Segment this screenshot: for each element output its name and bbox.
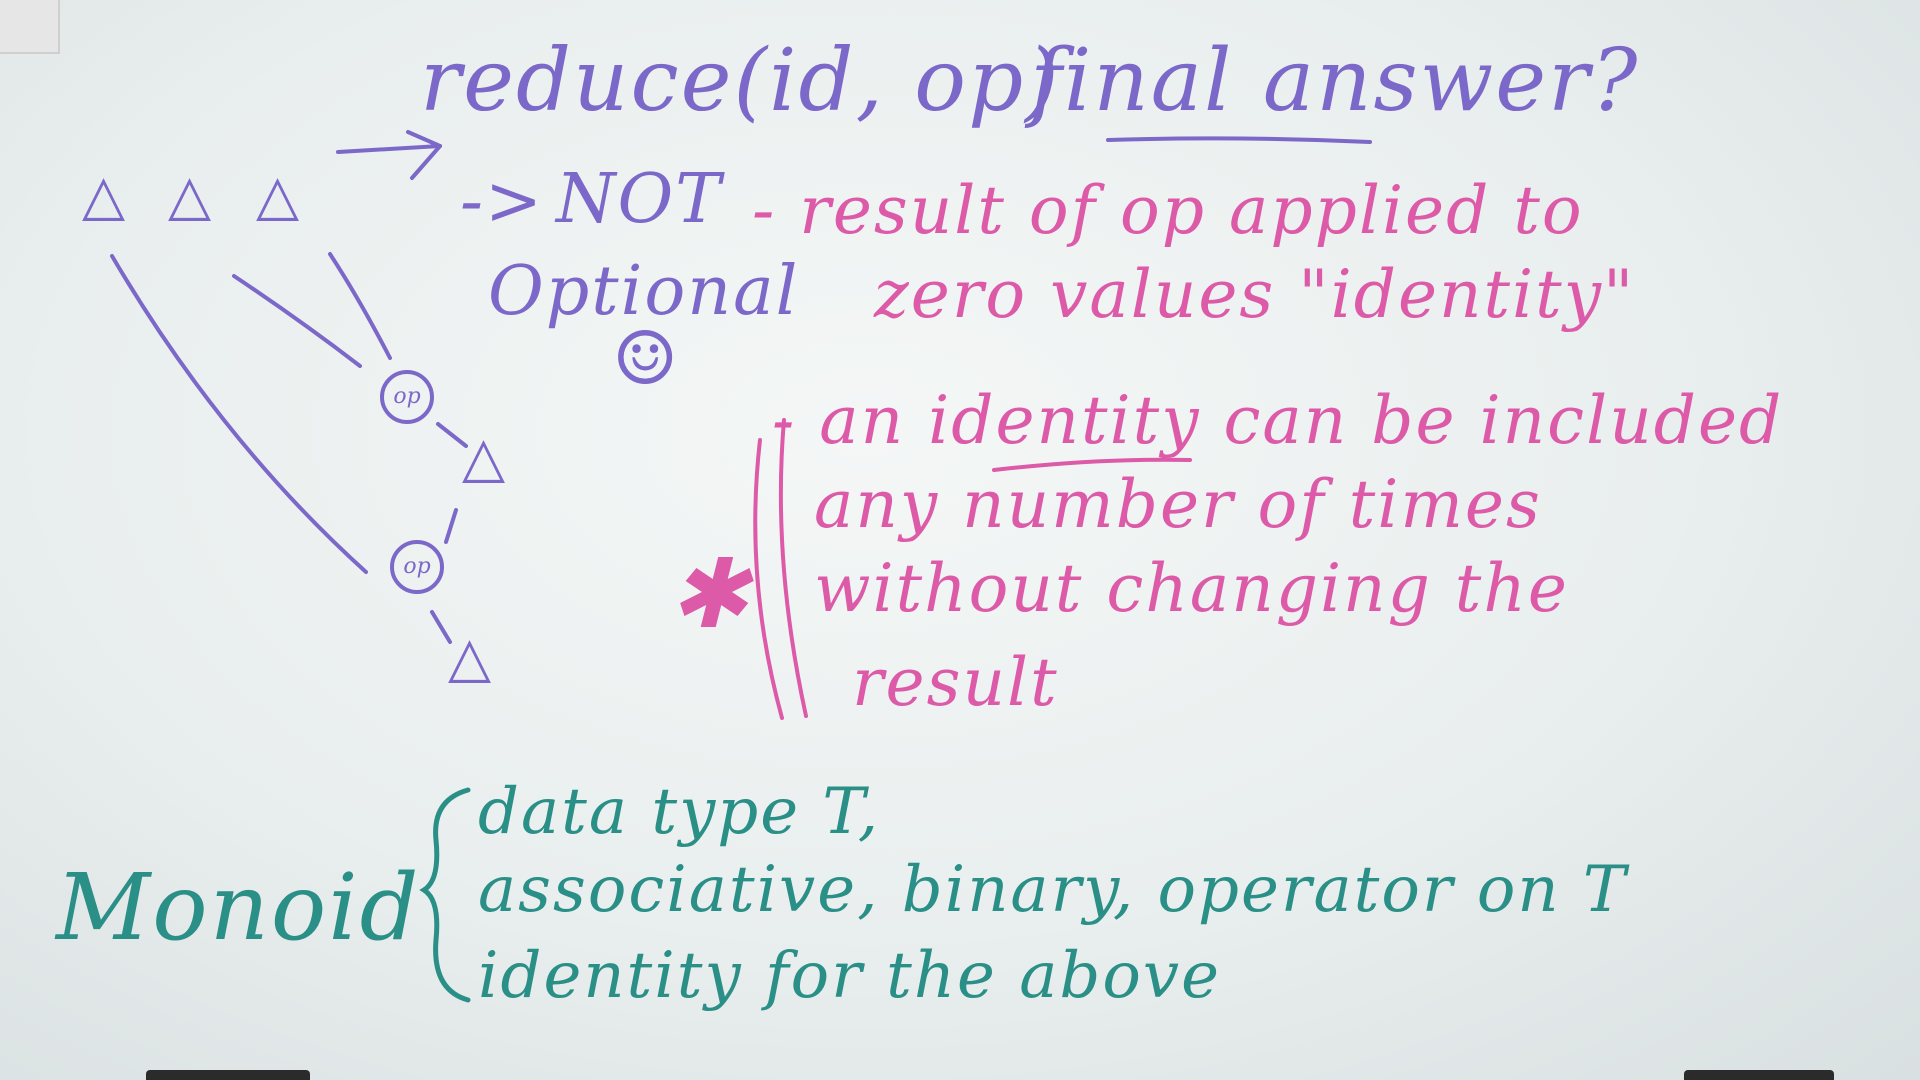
note-line-1: - result of op applied to [752, 172, 1584, 249]
not-text: NOT [556, 160, 723, 239]
monoid-brace [424, 790, 468, 1000]
answer-underline [1108, 138, 1370, 142]
tree-line-right [330, 254, 390, 358]
monoid-item-2: associative, binary, operator on T [478, 853, 1628, 927]
arrow-prefix: -> [460, 162, 544, 241]
optional-text: Optional [488, 252, 800, 331]
leaf-triangle-2: △ [168, 163, 214, 228]
tree-line-op2-up [446, 510, 456, 542]
monoid-item-3: identity for the above [478, 939, 1221, 1013]
op-node-2: op [390, 540, 444, 594]
monoid-label: Monoid [56, 854, 421, 961]
star-mark: ✱ [668, 538, 751, 650]
note-line-5: without changing the [814, 550, 1569, 627]
op-node-1: op [380, 370, 434, 424]
monoid-item-1: data type T, [478, 775, 881, 849]
leaf-triangle-5: △ [448, 625, 494, 690]
leaf-triangle-3: △ [256, 163, 302, 228]
note-line-4: any number of times [814, 466, 1542, 543]
pink-bar-left [755, 440, 782, 718]
marker-tray-left [146, 1070, 310, 1080]
title-final-answer: final answer? [1030, 31, 1640, 131]
title-reduce: reduce(id, op) [420, 31, 1061, 131]
top-arrow-shaft [338, 146, 440, 152]
tree-line-left [112, 256, 366, 572]
note-line-3: - an identity can be included [772, 382, 1784, 459]
leaf-triangle-1: △ [82, 163, 128, 228]
note-line-6: result [852, 644, 1059, 721]
marker-tray-right [1684, 1070, 1834, 1080]
top-arrow-head [408, 132, 440, 178]
pink-bar-right [781, 420, 806, 716]
smiley-face: ☺ [612, 316, 681, 402]
tree-line-middle [234, 276, 360, 366]
note-line-2: zero values "identity" [874, 256, 1636, 333]
leaf-triangle-4: △ [462, 425, 508, 490]
